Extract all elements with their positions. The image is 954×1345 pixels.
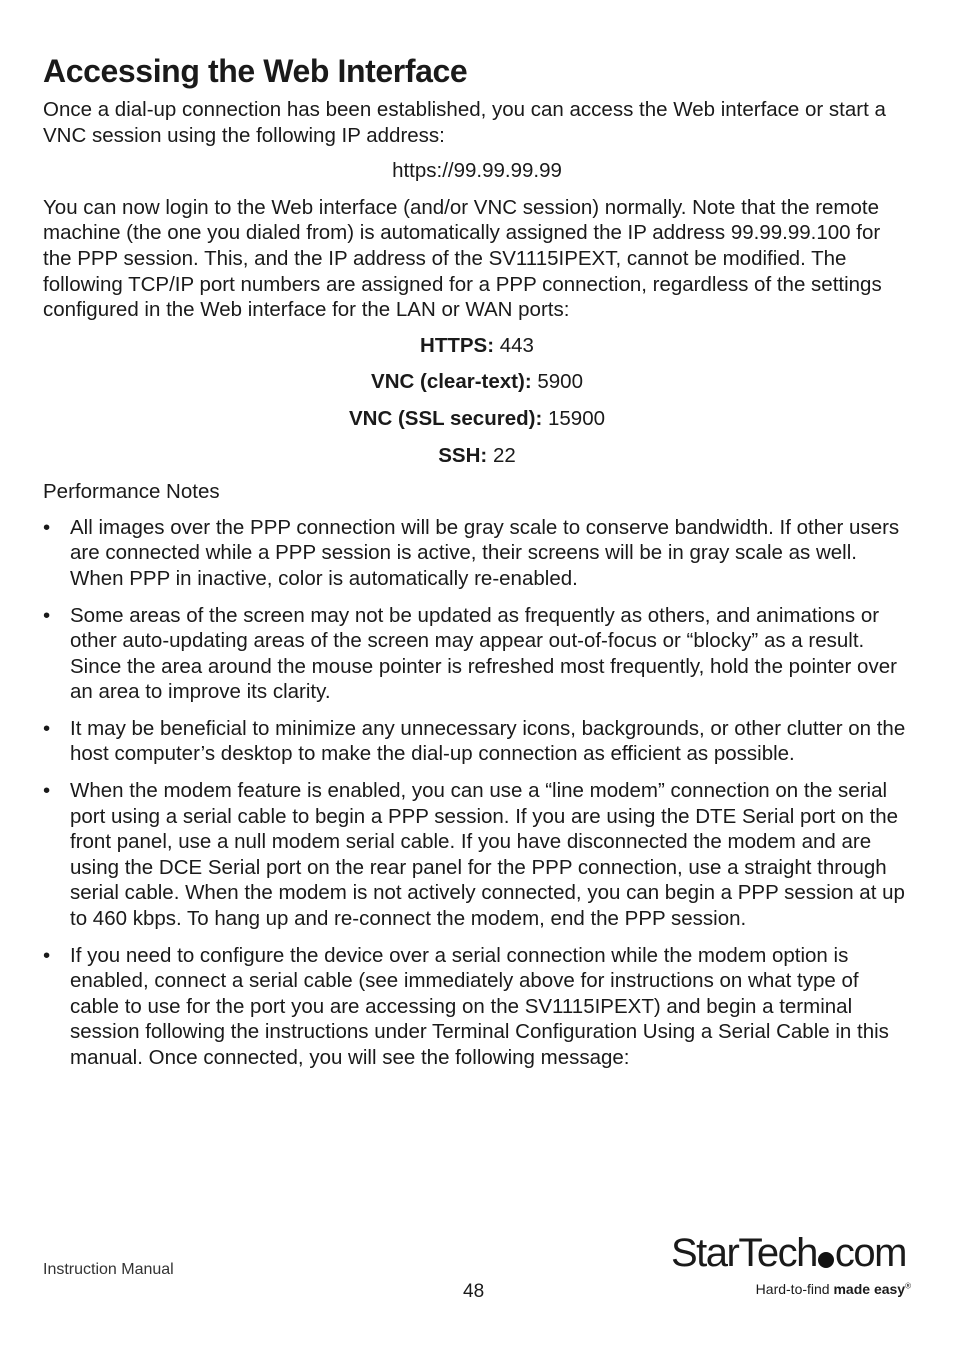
logo-tagline <box>756 1281 911 1297</box>
port-value: 22 <box>492 443 516 467</box>
port-value: 15900 <box>547 406 605 430</box>
performance-notes-list <box>43 515 911 1071</box>
port-label: VNC (clear-text): <box>371 370 532 394</box>
port-https <box>43 333 911 359</box>
port-label: SSH: <box>438 443 488 467</box>
list-item <box>43 778 911 932</box>
port-label: VNC (SSL secured): <box>349 406 543 430</box>
port-value: 443 <box>499 333 534 357</box>
page-number: 48 <box>463 1281 485 1302</box>
intro-paragraph: Once a dial-up connection has been established, you can access the Web interface or start a VNC session using the following IP address: <box>43 98 886 147</box>
list-item <box>43 515 911 592</box>
ip-address: https://99.99.99.99 <box>392 159 562 183</box>
list-item <box>43 716 911 767</box>
page-content <box>43 50 911 1082</box>
registered-mark: ® <box>905 1281 911 1291</box>
port-paragraph: You can now login to the Web interface (and/or VNC session) normally. Note that the remote machine (the one you dialed from) is automatically assigned the IP address 99.99.99.100 for the PPP session. This, and the IP address of the SV1115IPEXT, cannot be modified. The following TCP/IP port numbers are assigned for a PPP connection, regardless of the settings configured in the Web interface for the LAN or WAN ports: <box>43 195 882 322</box>
logo-part2: com <box>834 1231 906 1275</box>
port-value: 5900 <box>537 370 583 394</box>
tagline-bold: made easy <box>833 1281 906 1297</box>
logo-dot-icon <box>818 1252 834 1268</box>
footer-label: Instruction Manual <box>43 1261 174 1278</box>
bullet-icon: • <box>43 943 51 967</box>
list-item <box>43 943 911 1071</box>
bullet-icon: • <box>43 779 51 803</box>
note-text: When the modem feature is enabled, you can use a “line modem” connection on the serial port using a serial cable to begin a PPP session. If you are using the DTE Serial port on the front panel, use a null modem serial cable. If you have disconnected the modem and are using the DCE Serial port on the rear panel for the PPP connection, use a straight through serial cable. When the modem is not actively connected, you can begin a PPP session at up to 460 kbps. To hang up and re-connect the modem, end the PPP session. <box>70 779 905 931</box>
port-vnc-ssl <box>43 406 911 432</box>
note-text: It may be beneficial to minimize any unnecessary icons, backgrounds, or other clutter on the host computer’s desktop to make the dial-up connection as efficient as possible. <box>70 716 906 766</box>
note-text: All images over the PPP connection will be gray scale to conserve bandwidth. If other users are connected while a PPP session is active, their screens will be in gray scale as well. When PPP in inactive, color is automatically re-enabled. <box>70 515 900 590</box>
port-ssh <box>43 443 911 469</box>
bullet-icon: • <box>43 716 51 740</box>
bullet-icon: • <box>43 515 51 539</box>
port-label: HTTPS: <box>420 333 495 357</box>
note-text: If you need to configure the device over a serial connection while the modem option is enabled, connect a serial cable (see immediately above for instructions on what type of cable to use for the port you are accessing on the SV1115IPEXT) and begin a terminal session following the instructions under Terminal Configuration Using a Serial Cable in this manual. Once connected, you will see the following message: <box>70 943 889 1069</box>
tagline-prefix: Hard-to-find <box>755 1281 834 1297</box>
note-text: Some areas of the screen may not be updated as frequently as others, and animations or other auto-updating areas of the screen may appear out-of-focus or “blocky” as a result. Since the area around the mouse pointer is refreshed most frequently, hold the pointer over an area to improve its clarity. <box>70 603 897 704</box>
logo-wordmark <box>671 1229 911 1277</box>
logo-part1: StarTech <box>671 1231 817 1275</box>
startech-logo <box>671 1229 911 1305</box>
bullet-icon: • <box>43 603 51 627</box>
page-title: Accessing the Web Interface <box>43 53 468 89</box>
port-vnc-clear <box>43 369 911 395</box>
performance-title: Performance Notes <box>43 480 220 504</box>
list-item <box>43 603 911 705</box>
